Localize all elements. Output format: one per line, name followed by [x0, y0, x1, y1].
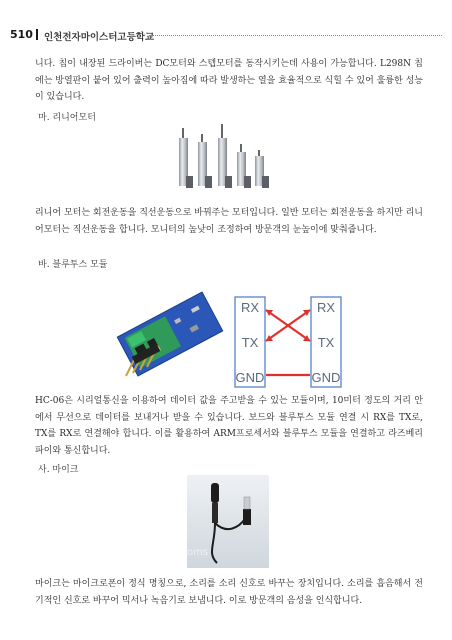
paragraph-mic: 마이크는 마이크로폰이 정식 명칭으로, 소리를 소리 신호로 바꾸는 장치입니다. 소리를 흡음해서 전기적인 신호로 바꾸어 믹서나 녹음기로 보냅니다. 이로 방문객의 음성을 인식합니다.: [35, 579, 423, 606]
watermark-text: oms: [187, 547, 209, 558]
paragraph-bluetooth: HC-06은 시리얼통신을 이용하여 데이터 값을 주고받을 수 있는 모듈이며, 10미터 정도의 거리 안에서 무선으로 데이터를 보내거나 받을 수 있습니다. 보드와 블루투스 모듈 연결 시 RX를 TX로, TX를 RX로 연결해야 합니다. 이를 활용하여 ARM프로세서와 블루투스 모듈을 연결하고 라즈베리파이와 통신합니다.: [35, 396, 423, 456]
section-heading-mic: 사. 마이크: [38, 465, 79, 475]
left-gnd-label: GND: [235, 370, 265, 385]
header-school-name: 인천전자마이스터고등학교: [44, 32, 155, 43]
section-heading-bluetooth: 바. 블루투스 모듈: [38, 260, 108, 270]
paragraph-linear-motor: 리니어 모터는 회전운동을 직선운동으로 바꿔주는 모터입니다. 일반 모터는 회전운동을 하지만 리니어모터는 직선운동을 합니다. 모니터의 높낮이 조정하여 방문객의 눈높이에 맞춰줍니다.: [35, 208, 423, 235]
right-tx-label: TX: [317, 335, 335, 350]
paragraph-l298n: 니다. 칩이 내장된 드라이버는 DC모터와 스텝모터를 동작시키는데 사용이 가능합니다. L298N 칩에는 방열판이 붙어 있어 출력이 높아짐에 따라 발생하는 열을 효율적으로 식힐 수 있어 훌륭한 성능이 있습니다.: [35, 59, 423, 102]
rx-tx-wiring-diagram: [233, 295, 343, 390]
left-tx-label: TX: [241, 335, 259, 350]
bluetooth-module-image: [110, 290, 230, 382]
microphone-image: [187, 475, 269, 568]
right-gnd-label: GND: [311, 370, 341, 385]
page-number: 510: [10, 28, 33, 41]
header-dotted-rule: [150, 35, 442, 36]
header-divider: [36, 29, 38, 40]
left-rx-label: RX: [240, 300, 260, 315]
right-rx-label: RX: [316, 300, 336, 315]
section-heading-linear-motor: 마. 리니어모터: [38, 113, 96, 123]
linear-actuator-image: [170, 120, 275, 192]
